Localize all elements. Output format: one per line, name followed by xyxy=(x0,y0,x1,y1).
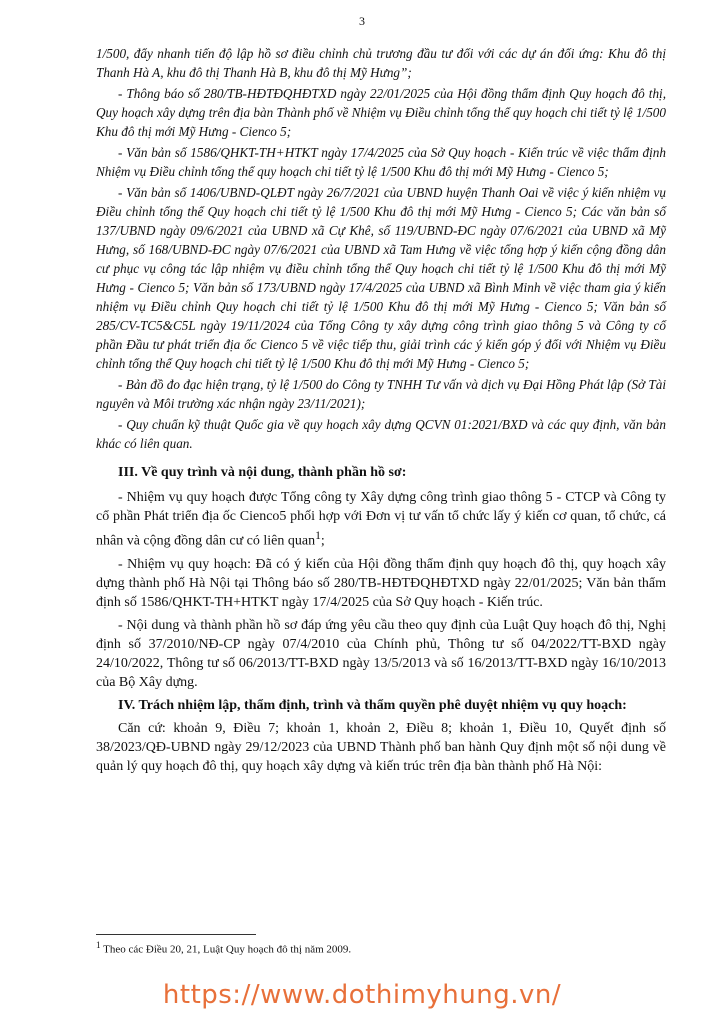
footnote-text: Theo các Điều 20, 21, Luật Quy hoạch đô thị năm 2009. xyxy=(100,943,352,956)
section-3-paragraph: - Nội dung và thành phần hồ sơ đáp ứng yêu cầu theo quy định của Luật Quy hoạch đô thị, Nghị định số 37/2010/NĐ-CP ngày 07/4/2010 của Chính phủ, Thông tư số 04/2022/TT-BXD ngày 24/10/2022, Thông tư số 06/2013/TT-BXD ngày 13/5/2013 và số 16/2013/TT-BXD ngày 16/10/2013 của Bộ Xây dựng. xyxy=(96,617,666,690)
footnote-reference: 1 xyxy=(315,529,321,542)
footnote-divider xyxy=(96,934,256,935)
document-body xyxy=(96,44,666,780)
legal-basis-item: 1/500, đẩy nhanh tiến độ lập hồ sơ điều chỉnh chủ trương đầu tư đối với các dự án đối ứng: Khu đô thị Thanh Hà A, khu đô thị Thanh Hà B, khu đô thị Mỹ Hưng”; xyxy=(96,46,666,80)
section-3-paragraph xyxy=(96,488,666,551)
legal-basis-item: - Bản đồ đo đạc hiện trạng, tỷ lệ 1/500 do Công ty TNHH Tư vấn và dịch vụ Đại Hồng Phát lập (Sở Tài nguyên và Môi trường xác nhận ngày 23/11/2021); xyxy=(96,377,666,411)
footnote-reference-tail: ; xyxy=(320,533,325,549)
footnote-marker: 1 xyxy=(96,940,101,950)
legal-basis-item: - Văn bản số 1406/UBND-QLĐT ngày 26/7/2021 của UBND huyện Thanh Oai về việc ý kiến nhiệm vụ Điều chỉnh tổng thể Quy hoạch chi tiết tỷ lệ 1/500 Khu đô thị mới Mỹ Hưng - Cienco 5; Các văn bản số 137/UBND ngày 09/6/2021 của UBND xã Cự Khê, số 119/UBND-ĐC ngày 07/6/2021 của UBND xã Mỹ Hưng, số 168/UBND-ĐC ngày 07/6/2021 của UBND xã Tam Hưng về việc tổng hợp ý kiến cộng đồng dân cư phục vụ công tác lập nhiệm vụ điều chỉnh tổng thể Quy hoạch chi tiết tỷ lệ 1/500 Khu đô thị mới Mỹ Hưng - Cienco 5; Văn bản số 173/UBND ngày 17/4/2025 của UBND xã Bình Minh về việc tham gia ý kiến nhiệm vụ Điều chỉnh Quy hoạch chi tiết tỷ lệ 1/500 Khu đô thị mới Mỹ Hưng - Cienco 5; Văn bản số 285/CV-TC5&C5L ngày 19/11/2024 của Tổng Công ty xây dựng công trình giao thông 5 và Công ty cổ phần Đầu tư phát triển địa ốc Cienco 5 về việc tiếp thu, giải trình các ý kiến góp ý đối với Nhiệm vụ Điều chỉnh tổng thể Quy hoạch chi tiết tỷ lệ 1/500 Khu đô thị mới Mỹ Hưng - Cienco 5; xyxy=(96,185,666,371)
section-4-body xyxy=(96,719,666,776)
section-3-paragraph-text: - Nhiệm vụ quy hoạch được Tổng công ty Xây dựng công trình giao thông 5 - CTCP và Công ty cổ phần Phát triển địa ốc Cienco5 phối hợp với Đơn vị tư vấn tổ chức lấy ý kiến cơ quan, tổ chức, cá nhân và cộng đồng dân cư có liên quan xyxy=(96,490,666,549)
section-3-paragraph: - Nhiệm vụ quy hoạch: Đã có ý kiến của Hội đồng thẩm định quy hoạch đô thị, quy hoạch xây dựng thành phố Hà Nội tại Thông báo số 280/TB-HĐTĐQHĐTXD ngày 22/01/2025; Văn bản thẩm định số 1586/QHKT-TH+HTKT ngày 17/4/2025 của Sở Quy hoạch - Kiến trúc. xyxy=(96,556,666,610)
footnote xyxy=(96,940,351,956)
section-3-body xyxy=(96,488,666,692)
website-watermark: https://www.dothimyhung.vn/ xyxy=(162,980,562,1010)
section-3-heading: III. Về quy trình và nội dung, thành phần hồ sơ: xyxy=(118,465,407,480)
section-4-heading: IV. Trách nhiệm lập, thẩm định, trình và thẩm quyền phê duyệt nhiệm vụ quy hoạch: xyxy=(118,697,627,713)
legal-basis-list xyxy=(96,44,666,453)
legal-basis-item: - Quy chuẩn kỹ thuật Quốc gia về quy hoạch xây dựng QCVN 01:2021/BXD và các quy định, văn bản khác có liên quan. xyxy=(96,417,666,451)
legal-basis-item: - Văn bản số 1586/QHKT-TH+HTKT ngày 17/4/2025 của Sở Quy hoạch - Kiến trúc về việc thẩm định Nhiệm vụ Điều chỉnh tổng thể quy hoạch chi tiết tỷ lệ 1/500 Khu đô thị mới Mỹ Hưng - Cienco 5; xyxy=(96,145,666,179)
legal-basis-item: - Thông báo số 280/TB-HĐTĐQHĐTXD ngày 22/01/2025 của Hội đồng thẩm định Quy hoạch đô thị, Quy hoạch xây dựng trên địa bàn Thành phố về Nhiệm vụ Điều chỉnh tổng thể quy hoạch chi tiết tỷ lệ 1/500 Khu đô thị mới Mỹ Hưng - Cienco 5; xyxy=(96,86,666,139)
page-number: 3 xyxy=(359,14,365,28)
section-4-paragraph: Căn cứ: khoản 9, Điều 7; khoản 1, khoản 2, Điều 8; khoản 1, Điều 10, Quyết định số 38/2023/QĐ-UBND ngày 29/12/2023 của UBND Thành phố ban hành Quy định một số nội dung về quản lý quy hoạch đô thị, quy hoạch xây dựng và kiến trúc trên địa bàn thành phố Hà Nội: xyxy=(96,720,666,774)
